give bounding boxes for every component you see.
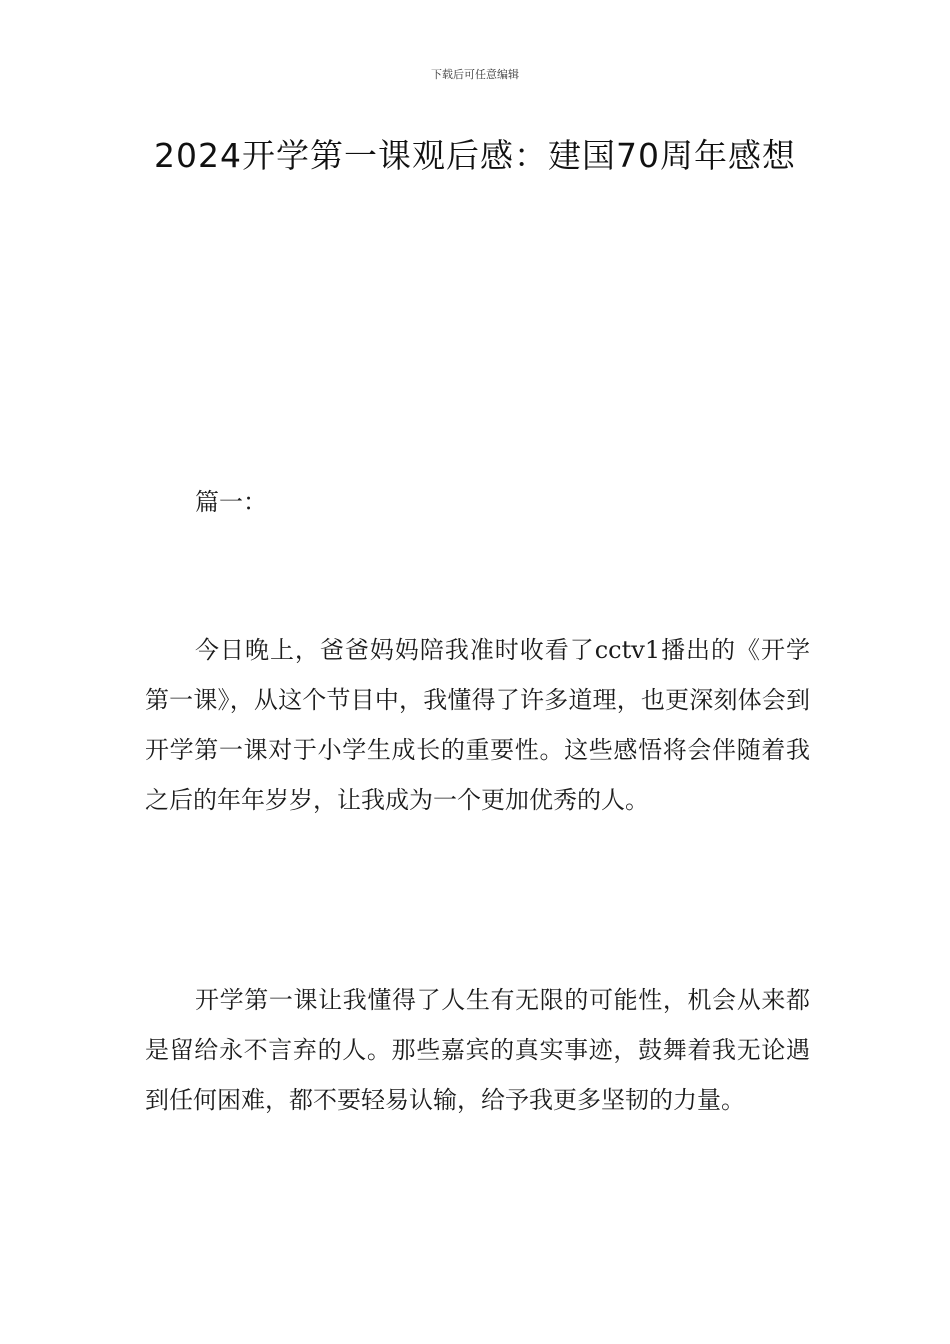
section-label: 篇一： xyxy=(195,488,267,516)
paragraph-2: 开学第一课让我懂得了人生有无限的可能性，机会从来都是留给永不言弃的人。那些嘉宾的真实事迹，鼓舞着我无论遇到任何困难，都不要轻易认输，给予我更多坚韧的力量。 xyxy=(145,986,810,1114)
paragraph-1: 今日晚上，爸爸妈妈陪我准时收看了cctv1播出的《开学第一课》，从这个节目中，我懂得了许多道理，也更深刻体会到开学第一课对于小学生成长的重要性。这些感悟将会伴随着我之后的年年岁岁，让我成为一个更加优秀的人。 xyxy=(145,636,810,814)
document-title: 2024开学第一课观后感：建国70周年感想 xyxy=(154,136,796,175)
header-note: 下载后可任意编辑 xyxy=(431,68,519,81)
